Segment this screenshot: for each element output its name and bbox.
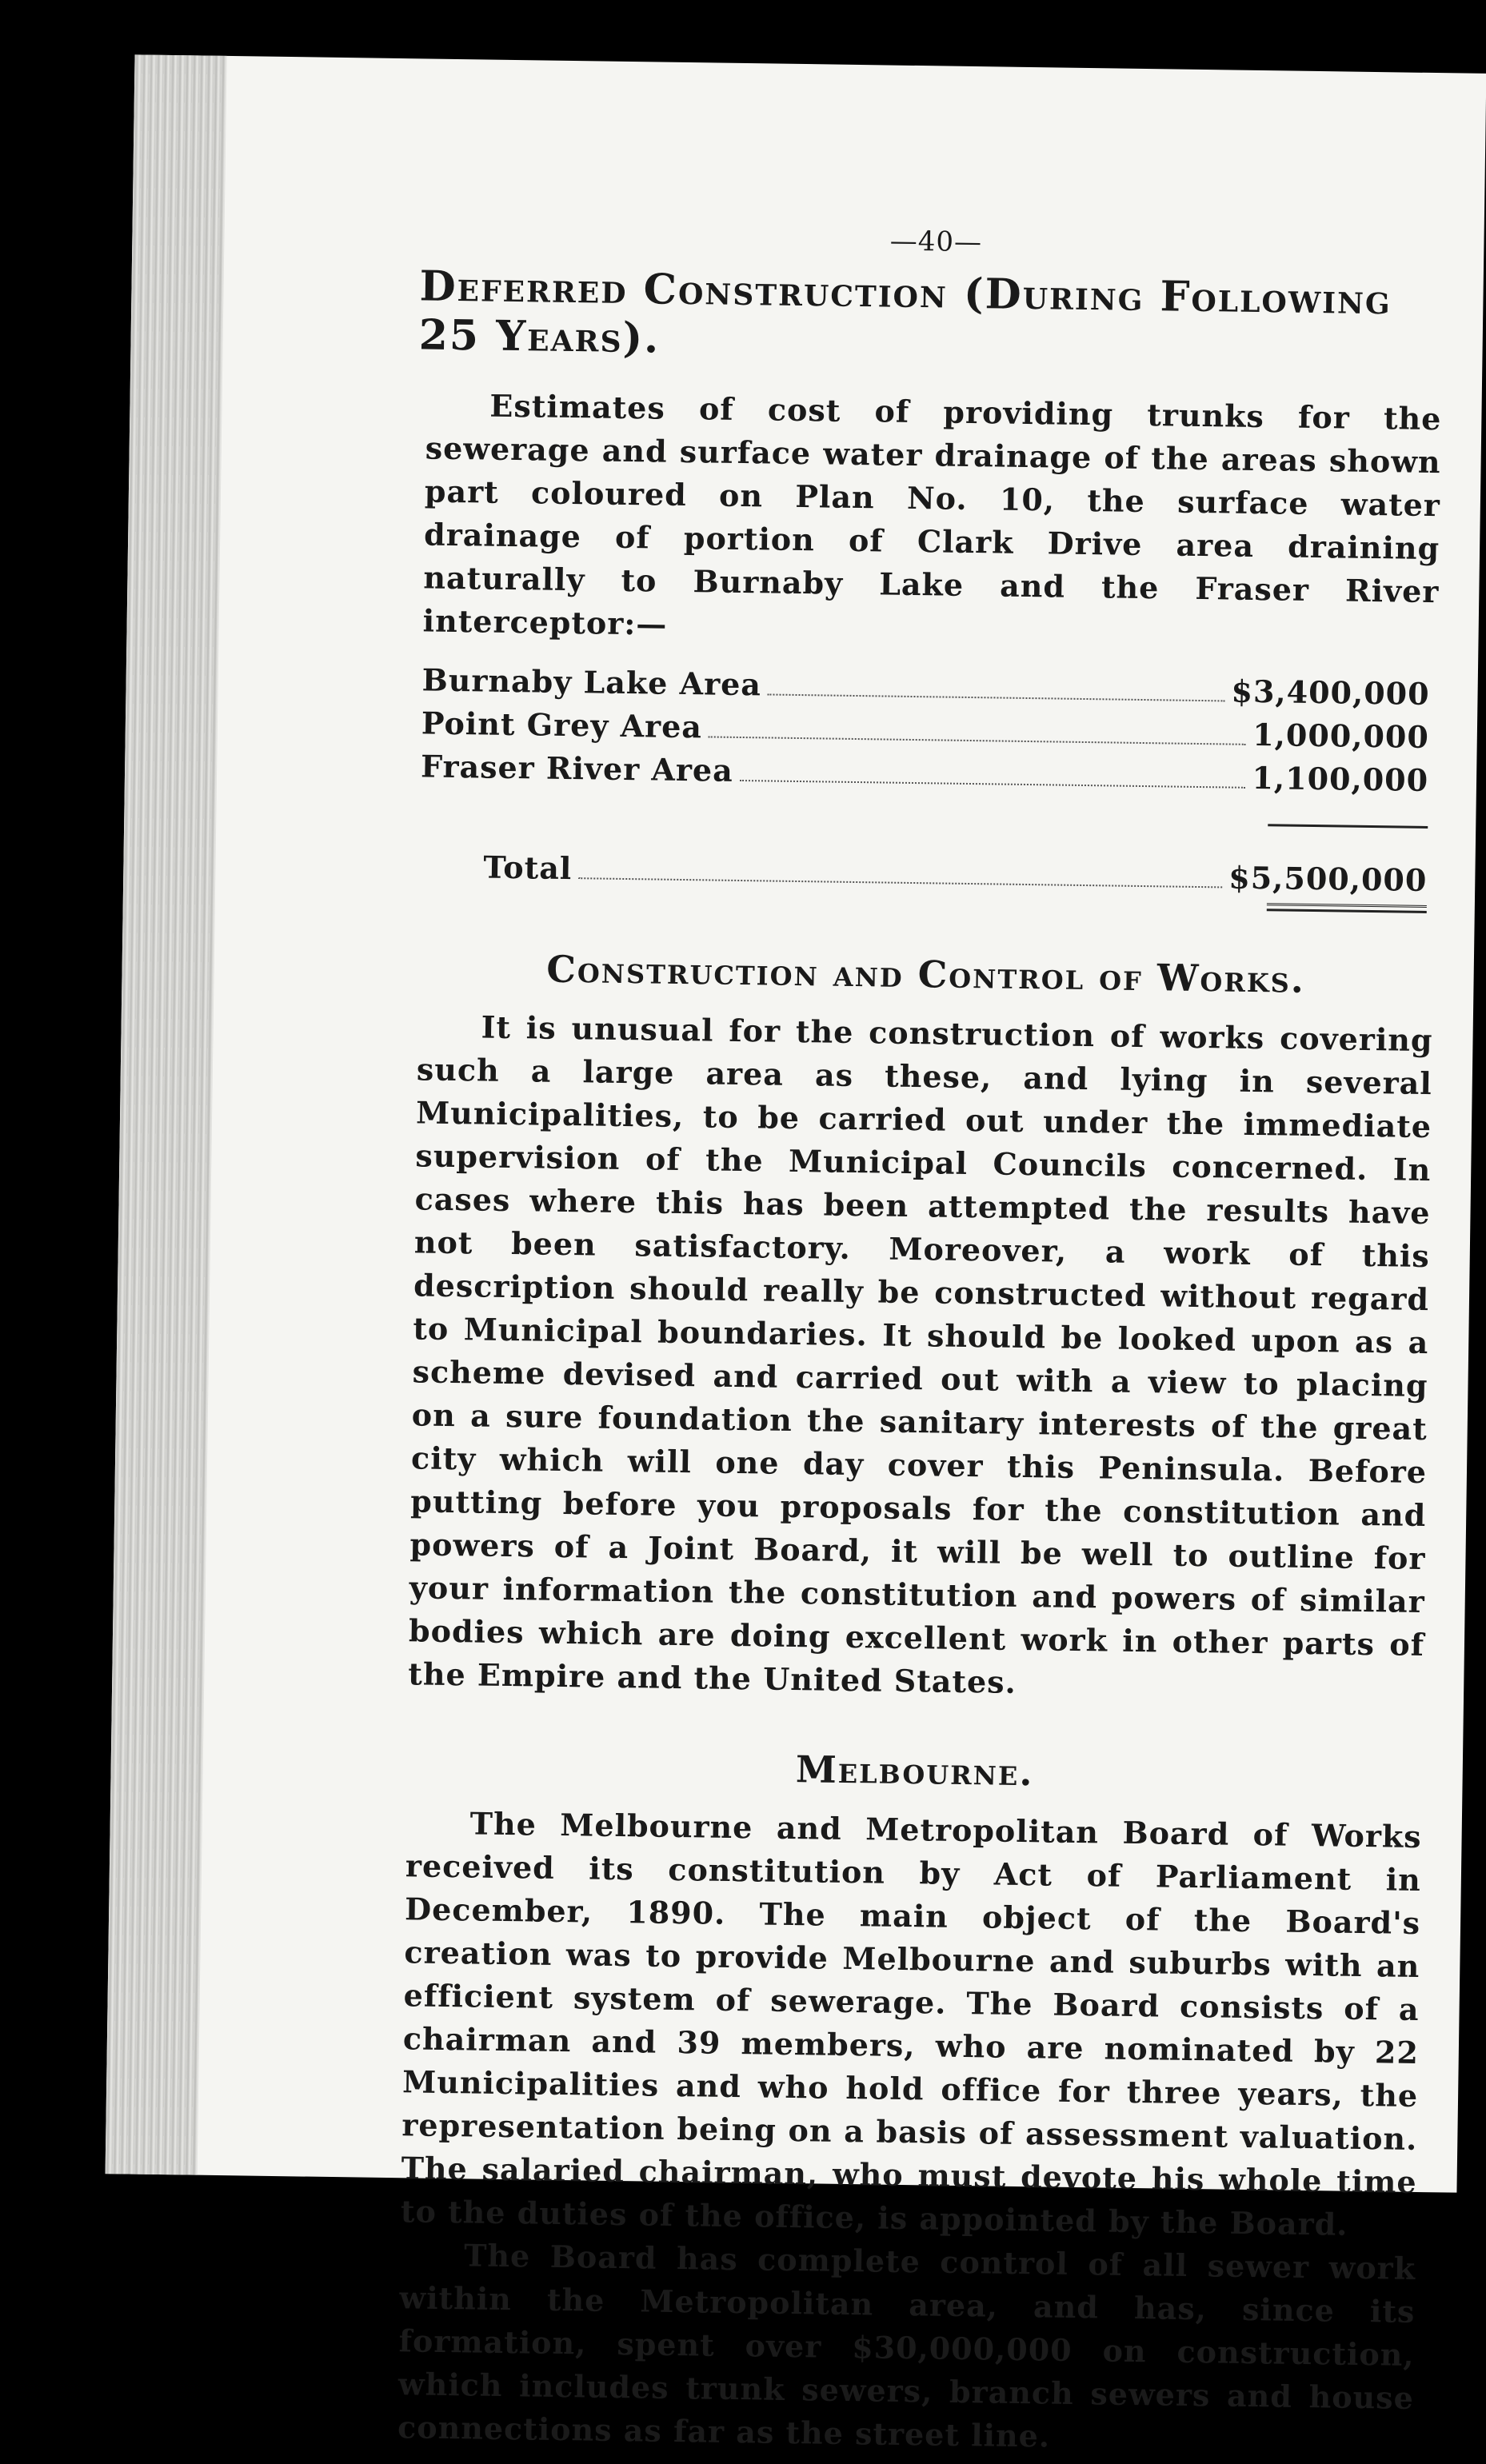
- page-number: —40—: [889, 225, 983, 259]
- melbourne-paragraph-1: The Melbourne and Metropolitan Board of Works received its constitution by Act of Parliament in December, 1890. The main object of the Board's creation was to provide Melbourne and suburbs with an efficient system of sewerage. The Board consists of a chairman and 39 members, who are nominated by 22 Municipalities and who hold office for three years, the representation being on a basis of assessment valuation. The salaried chairman, who must devote his whole time to the duties of the office, is appointed by the Board.: [400, 1805, 1422, 2242]
- section-heading-construction-control: Construction and Control of Works.: [545, 947, 1306, 1001]
- sum-rule: [1268, 824, 1428, 829]
- section-heading-melbourne: Melbourne.: [795, 1747, 1034, 1795]
- estimates-intro-paragraph: Estimates of cost of providing trunks for the sewerage and surface water drainage of the areas shown part coloured on Plan No. 10, the surface water drainage of portion of Clark Drive area draining naturally to Burnaby Lake and the Fraser River interceptor:—: [422, 387, 1442, 642]
- estimate-label: Burnaby Lake Area: [421, 661, 762, 703]
- estimate-amount: 1,000,000: [1252, 716, 1430, 756]
- leader-dots: [709, 736, 1246, 745]
- scanned-page: [106, 54, 1486, 2454]
- estimate-amount: $3,400,000: [1231, 673, 1430, 713]
- page-content: [397, 218, 1444, 2462]
- melbourne-paragraph-2: The Board has complete control of all sewer work within the Metropolitan area, and has, since its formation, spent over $30,000,000 on construction, which includes trunk sewers, branch sewers and house connections as far as the street line.: [397, 2237, 1416, 2454]
- estimate-amount: 1,100,000: [1252, 759, 1429, 799]
- total-label: Total: [483, 849, 573, 887]
- total-amount: $5,500,000: [1228, 859, 1428, 898]
- estimate-label: Point Grey Area: [421, 705, 703, 745]
- page-edge: [106, 54, 227, 2174]
- leader-dots: [740, 780, 1246, 789]
- estimates-table: [419, 658, 1430, 913]
- section-heading-deferred-construction: Deferred Construction (During Following 25 Years).: [418, 262, 1392, 363]
- leader-dots: [578, 877, 1222, 888]
- total-double-rule: [1267, 903, 1427, 913]
- total-row: [419, 845, 1428, 902]
- leader-dots: [768, 693, 1225, 701]
- estimate-label: Fraser River Area: [420, 748, 734, 789]
- construction-control-paragraph: It is unusual for the construction of works covering such a large area as these, and lying in several Municipalities, to be carried out under the immediate supervision of the Municipal Councils concerned. In cases where this has been attempted the results have not been satisfactory. Moreover, a work of this description should really be constructed without regard to Municipal boundaries. It should be looked upon as a scheme devised and carried out with a view to placing on a sure foundation the sanitary interests of the great city which will one day cover this Peninsula. Before putting before you proposals for the constitution and powers of a Joint Board, it will be well to outline for your information the constitution and powers of similar bodies which are doing excellent work in other parts of the Empire and the United States.: [408, 1008, 1433, 1700]
